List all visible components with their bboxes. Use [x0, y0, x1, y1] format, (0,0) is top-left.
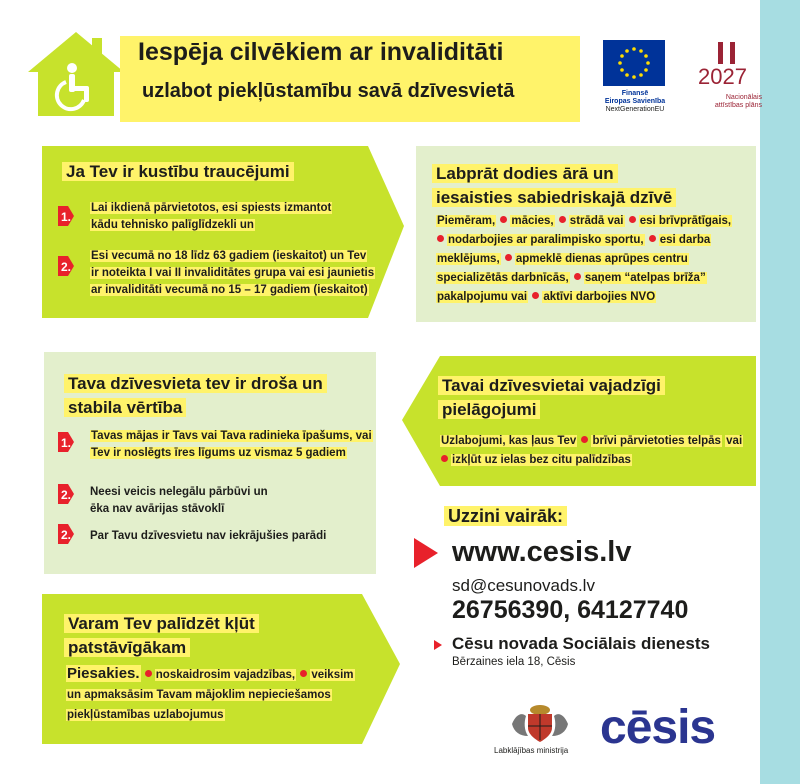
svg-text:2.: 2. [61, 488, 72, 502]
bullet-dot [574, 273, 581, 280]
email-link[interactable]: sd@cesunovads.lv [452, 576, 595, 595]
ministry-label: Labklājības ministrija [494, 746, 569, 755]
bullet-dot [145, 670, 152, 677]
coat-of-arms-icon [508, 702, 572, 744]
svg-text:2.: 2. [61, 528, 72, 542]
contact-heading: Uzzini vairāk: [444, 504, 567, 528]
bullet-dot [437, 235, 444, 242]
bullet-dot [629, 216, 636, 223]
mobility-heading: Ja Tev ir kustību traucējumi [62, 160, 294, 184]
play-arrow-icon [414, 538, 438, 568]
bullet-dot [532, 292, 539, 299]
bullet-dot [649, 235, 656, 242]
bullet-dot [581, 436, 588, 443]
home-heading: Tava dzīvesvieta tev ir droša un stabila vērtība [64, 372, 327, 420]
svg-text:2.: 2. [61, 260, 72, 274]
small-arrow-icon [434, 640, 442, 650]
page-title: Iespēja cilvēkiem ar invaliditāti [138, 38, 504, 66]
number-badge-2-icon [58, 256, 74, 276]
outside-examples: Piemēram, mācies, strādā vai esi brīvprātīgais, nodarbojies ar paralimpisko sportu, esi darba meklējums, apmeklē dienas aprūpes centru specializētās darbnīcās, saņem “atelpas brīža” pakalpojumu vai aktīvi darbojies NVO [437, 215, 732, 303]
adaptations-text: Uzlabojumi, kas ļaus Tev brīvi pārvietoties telpās vai izkļūt uz ielas bez citu palīdzības [441, 435, 743, 466]
organization-name: Cēsu novada Sociālais dienests [452, 634, 710, 653]
mobility-item-1: Lai ikdienā pārvietotos, esi spiests izmantot kādu tehnisko palīglīdzekli un [91, 202, 332, 231]
website-link[interactable]: www.cesis.lv [452, 536, 632, 568]
svg-text:1.: 1. [61, 210, 72, 224]
outside-heading: Labprāt dodies ārā un iesaisties sabiedriskajā dzīvē [432, 162, 676, 210]
home-item-2: Neesi veicis nelegālu pārbūvi un ēka nav avārijas stāvoklī [90, 486, 268, 515]
bullet-dot [500, 216, 507, 223]
nap-year: 2027 [698, 64, 747, 89]
help-heading: Varam Tev palīdzēt kļūt patstāvīgākam [64, 612, 259, 660]
bullet-dot [559, 216, 566, 223]
bullet-dot [300, 670, 307, 677]
adaptations-heading: Tavai dzīvesvietai vajadzīgi pielāgojumi [438, 374, 665, 422]
city-logo: cēsis [600, 701, 716, 754]
home-item-3: Par Tavu dzīvesvietu nav iekrājušies parādi [90, 530, 327, 542]
page-subtitle: uzlabot piekļūstamību savā dzīvesvietā [142, 80, 515, 102]
organization-address: Bērzaines iela 18, Cēsis [452, 656, 576, 668]
number-badge-3-icon [58, 524, 74, 544]
bullet-dot [441, 455, 448, 462]
help-text: Piesakies. noskaidrosim vajadzības, veiksim un apmaksāsim Tavam mājoklim nepieciešamos piekļūstamības uzlabojumus [67, 665, 354, 721]
phone-numbers: 26756390, 64127740 [452, 596, 689, 624]
bullet-dot [505, 254, 512, 261]
eu-funding-label: Finansē Eiropas Savienība NextGenerationEU [604, 90, 666, 113]
home-item-1: Tavas mājas ir Tavs vai Tava radinieka īpašums, vai Tev ir noslēgts īres līgums uz vismaz 5 gadiem [91, 430, 372, 459]
number-badge-1-icon [58, 206, 74, 226]
svg-text:1.: 1. [61, 436, 72, 450]
nap-caption: Nacionālais attīstības plāns [714, 94, 762, 109]
mobility-item-2: Esi vecumā no 18 līdz 63 gadiem (ieskaitot) un Tev ir noteikta I vai II invaliditātes grupa vai esi jaunietis ar invaliditāti vecumā no 15 – 17 gadiem (ieskaitot) [91, 250, 375, 296]
number-badge-1-icon [58, 432, 74, 452]
number-badge-2-icon [58, 484, 74, 504]
